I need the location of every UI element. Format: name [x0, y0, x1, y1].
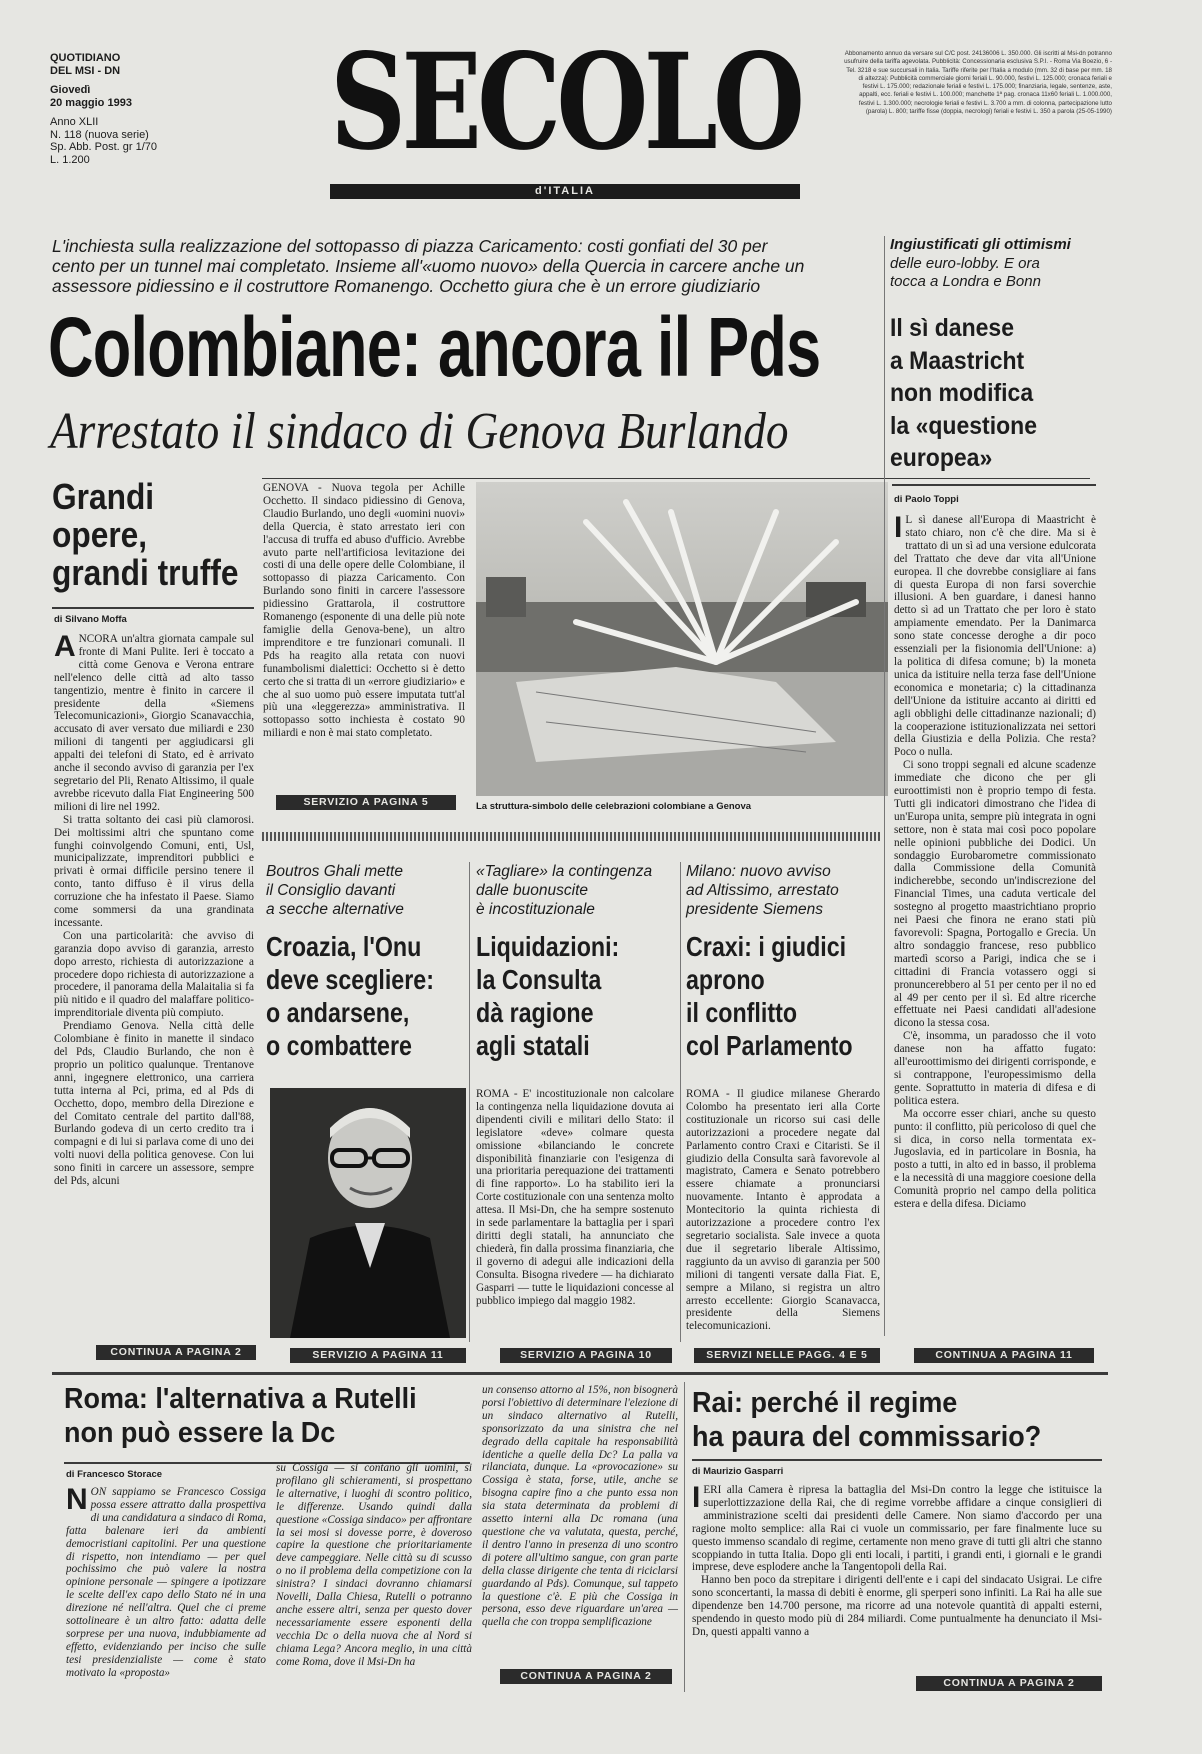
newspaper-subtitle: d'ITALIA	[535, 185, 595, 197]
editorial-rule	[52, 607, 254, 609]
editorial-byline: di Silvano Moffa	[54, 614, 127, 625]
europe-dropcap: I	[894, 514, 903, 544]
europe-continua-link[interactable]: CONTINUA A PAGINA 11	[914, 1348, 1094, 1363]
editorial-headline-line-3: grandi truffe	[52, 552, 239, 593]
liquidazioni-kicker-line-1: «Tagliare» la contingenza	[476, 863, 653, 880]
genova-photo-illustration	[476, 482, 888, 796]
croazia-headline	[266, 930, 434, 1062]
europe-lead: L sì danese all'Europa di Maastricht è stato chiaro, non c'è che dire. Ma si è trattato di un sì ad una versione edulcorata del Trattato che deve dar vita all'Unione europea. Il che dovrebbe consigliare ai fans di questa Europa di non farsi soverchie illusioni. A ben guardare, i danesi hanno detto sì ad un Trattato che per loro è stato ampiamente emendato. Per la Danimarca sono state concesse deroghe a dir poco essenziali per la fisionomia dell'Unione: a) la politica di difesa comune; b) la moneta unica da istituire nella terza fase dell'Unione economica e monetaria; c) la cittadinanza dell'Unione da istituire accanto ai diritti ed agli obblighi delle cittadinanze nazionali; d) la cooperazione istituzionalizzata nei settori della Giustizia e della Polizia. Che resta? Poco o nulla.	[894, 514, 1096, 759]
europe-rule	[892, 484, 1096, 486]
newspaper-title: SECOLO	[330, 25, 801, 180]
genova-rule	[262, 478, 1090, 479]
europe-kicker-line-1: Ingiustificati gli ottimismi	[890, 236, 1071, 253]
liquidazioni-body: ROMA - E' incostituzionale non calcolare la contingenza nella liquidazione dovuta ai dipendenti civili e militari dello Stato: il legislatore «deve» colmare questa omissione «bilanciando le concrete disponibilità finanziarie con l'esigenza di una prioritaria perequazione dei trattamenti di fine rapporto». Lo ha stabilito ieri la Corte costituzionale con una sentenza molto attesa. Il Msi-Dn, che ha sempre sostenuto in sede parlamentare la battaglia per i sparì diritti degli statali, ha annunciato che chiederà, fin dalla prossima finanziaria, che il governo di adegui alle indicazioni della Consulta. Bisogna rivedere — ha dichiarato Gasparri — tutte le liquidazioni concesse al pubblico impiego dal maggio 1982.	[476, 1088, 674, 1307]
masthead-year: Anno XLII	[50, 116, 99, 128]
masthead-date: 20 maggio 1993	[50, 96, 132, 109]
liquidazioni-headline-line-1: Liquidazioni:	[476, 931, 620, 962]
editorial-headline-line-1: Grandi	[52, 476, 155, 517]
roma-byline: di Francesco Storace	[66, 1469, 163, 1480]
croazia-kicker	[266, 862, 456, 919]
editorial-headline-line-2: opere,	[52, 514, 148, 555]
craxi-headline	[686, 930, 853, 1062]
europe-headline-line-4: la «questione	[890, 411, 1037, 440]
craxi-body: ROMA - Il giudice milanese Gherardo Colombo ha presentato ieri alla Corte costituzionale un ricorso sui casi delle autorizzazioni a procedere negate dal Parlamento contro Craxi e Citaristi. Se il giudizio della Consulta sarà favorevole al magistrato, Camera e Senato potrebbero essere chiamate a pronunciarsi nuovamente. Intanto è approdata a Montecitorio la quinta richiesta di autorizzazione a procedere contro l'ex segretario socialista. Sale invece a quota due il segretario liberale Altissimo, raggiunto da un avviso di garanzia per 500 milioni di tangenti versate dalla Fiat. E, sempre a Milano, si registra un altro arresto eccellente: Giorgio Scanavacca, presidente della Siemens telecomunicazioni.	[686, 1088, 880, 1333]
newspaper-subtitle-bar	[330, 184, 800, 199]
masthead-price: L. 1.200	[50, 153, 90, 166]
liquidazioni-headline-line-3: dà ragione	[476, 997, 594, 1028]
europe-body	[894, 514, 1096, 1340]
croazia-headline-line-1: Croazia, l'Onu	[266, 931, 422, 962]
craxi-headline-line-4: col Parlamento	[686, 1030, 853, 1061]
genova-photo-caption: La struttura-simbolo delle celebrazioni colombiane a Genova	[476, 801, 752, 812]
editorial-dropcap: A	[54, 633, 76, 663]
rai-headline-line-1: Rai: perché il regime	[692, 1387, 958, 1419]
europe-paragraph: Ma occorre esser chiari, anche su questo punto: il conflitto, più pericoloso di quel che si dica, in corso nella tormentata ex-Jugoslavia, ed in particolare in Bosnia, ha posto a tutti, in alto ed in basso, il problema e la necessità di una maggiore coesione della Comunità proprio nel campo della politica estera e della difesa. Diciamo	[894, 1107, 1096, 1211]
rai-paragraph: Hanno ben poco da strepitare i dirigenti dell'ente e i capi del sindacato Usigrai. Le cifre sono sconcertanti, la massa di debiti è enorme, gli sperperi sono infiniti. La Rai ha alle sue dipendenze ben 14.700 persone, ma ricorre ad una notevole quantità di appalti esterni, spendendo in questo modo più di 284 miliardi. Come puntualmente ha denunciato il Msi-Dn, questi appalti vanno a	[692, 1574, 1102, 1638]
editorial-lead: NCORA un'altra giornata campale sul fronte di Mani Pulite. Ieri è toccato a città come Genova e Verona entrare nell'elenco delle città ad alto tasso tangentizio, mentre è finito in carcere il presidente della «Siemens Telecomunicazioni», Giorgio Scanavacchia, accusato di aver versato due miliardi e 230 milioni di tangenti per aggiudicarsi gli appalti dei telefoni di Stato, ed è arrivato anche il secondo avviso di garanzia per l'ex segretario del Pli, Renato Altissimo, il quale avrebbe ricevuto dalla Fiat Engineering 500 milioni di lire nel 1992.	[54, 633, 254, 813]
croazia-kicker-line-1: Boutros Ghali mette	[266, 863, 403, 880]
right-column-divider	[884, 236, 885, 1336]
main-subheadline: Arrestato il sindaco di Genova Burlando	[50, 403, 789, 460]
roma-column-2: su Cossiga — si contano gli uomini, si profilano gli schieramenti, si prospettano le alternative, i luoghi di scontro politico, le differenze. Usando quindi dalla questione «Cossiga sindaco» per affrontare la sei mosi si dovesse porre, è doveroso capire la questione che prioritariamente deve campeggiare. Nelle città su di scusso o no il problema della competizione con la sinistra? I sindaci dovranno chiamarsi Novelli, Dalla Chiesa, Rutelli o potranno anche essere altri, senza per questo dover necessariamente essere esponenti della vecchia Dc o della nuova che al Nord si chiama Lega? Ancora meglio, in una città come Roma, dove il Msi-Dn ha	[276, 1462, 472, 1668]
liquidazioni-headline	[476, 930, 619, 1062]
europe-byline: di Paolo Toppi	[894, 494, 959, 505]
roma-continua-link[interactable]: CONTINUA A PAGINA 2	[500, 1669, 672, 1684]
rai-headline-line-2: ha paura del commissario?	[692, 1421, 1042, 1453]
masthead-party-line-2: DEL MSI - DN	[50, 64, 121, 77]
masthead-number: N. 118 (nuova serie)	[50, 128, 149, 141]
masthead-day: Giovedì	[50, 84, 91, 96]
bottom-section-rule	[52, 1372, 1108, 1375]
main-headline: Colombiane: ancora il Pds	[48, 300, 821, 394]
middle-divider-1	[469, 862, 470, 1342]
europe-kicker	[890, 236, 1100, 292]
portrait-illustration	[270, 1088, 466, 1338]
europe-paragraph: Ci sono troppi segnali ed alcune scadenze immediate che dicono che per gli euroottimisti non è proprio tempo di festa. Tutti gli indicatori dimostrano che l'idea di un'Europa unita, sempre più integrata in ogni settore, non è stata mai così poco popolare nelle opinioni pubbliche dei Dodici. Un sondaggio Eurobarometre commissionato dalla Commissione della Comunità indicherebbe, secondo un'indiscrezione del Financial Times, una caduta verticale del sostegno al progetto maastrichtiano proprio nei Paesi che finora ne erano stati più favorevoli: Spagna, Portogallo e Grecia. Un altro sondaggio francese, reso pubblico martedì scorso a Parigi, indica che se i cittadini di Francia votassero oggi si pronuncerebbero al 51 per cento per il no ed al 49 per cento per il sì. Ed altre ricerche effettuate nei Paesi candidati all'adesione dicono la stessa cosa.	[894, 759, 1096, 1030]
masthead-left	[50, 52, 210, 166]
europe-headline	[890, 312, 1037, 475]
editorial-headline	[52, 478, 239, 592]
craxi-servizio-link[interactable]: SERVIZI NELLE PAGG. 4 E 5	[694, 1348, 880, 1363]
editorial-paragraph: Con una particolarità: che avviso di garanzia dopo avviso di garanzia, arresto dopo arresto, richiesta di autorizzazione a procedere dopo richiesta di autorizzazione a procedere, il panorama della Malaitalia si fa più nitido e il quadro del malaffare politico-imprenditoriale diventa più compiuto.	[54, 929, 254, 1020]
liquidazioni-headline-line-2: la Consulta	[476, 964, 602, 995]
rai-rule	[692, 1459, 1102, 1461]
liquidazioni-headline-line-4: agli statali	[476, 1030, 590, 1061]
europe-headline-line-3: non modifica	[890, 379, 1034, 407]
masthead-party-line-1: QUOTIDIANO	[50, 52, 121, 64]
roma-headline-line-1: Roma: l'alternativa a Rutelli	[64, 1383, 417, 1415]
middle-row-rule	[262, 832, 882, 841]
masthead-subscription-info: Abbonamento annuo da versare sul C/C post. 24136006 L. 350.000. Gli iscritti al Msi-dn potranno usufruire della tariffa agevolata. Pubblicità: Concessionaria esclusiva S.P.I. - Roma Via Boezio, 6 - Tel. 3218 e sue succursali in Italia. Tariffe riferite per l'Italia a modulo (mm. 32 di base per mm. 18 di altezza): Pubblicità commerciale giorni feriali L. 90.000, festivi L. 125.000; cronaca feriali e festivi L. 175.000; redazionale feriali e festivi L. 175.000; finanziaria, legale, sentenze, aste, appalti, ecc. feriali e festivi L. 100.000; manchette 1ª pag. cronaca 11x60 feriali L. 1.000.000, festivi L. 1.300.000; necrologie feriali e festivi L. 3.700 a mm. di colonna, partecipazione lutto (parola) L. 800; tariffe fisse (doppia, necrologi) feriali e festivi L. 350 a parola (25-05-1990)	[844, 50, 1112, 116]
genova-photo	[476, 482, 888, 796]
middle-divider-2	[680, 862, 681, 1342]
craxi-headline-line-2: aprono	[686, 964, 765, 995]
editorial-continua-link[interactable]: CONTINUA A PAGINA 2	[96, 1345, 256, 1360]
europe-headline-line-1: Il sì danese	[890, 314, 1015, 342]
europe-kicker-line-3: tocca a Londra e Bonn	[890, 273, 1041, 290]
bottom-divider	[684, 1382, 685, 1692]
craxi-headline-line-1: Craxi: i giudici	[686, 931, 847, 962]
croazia-headline-line-4: o combattere	[266, 1030, 412, 1061]
genova-servizio-link[interactable]: SERVIZIO A PAGINA 5	[276, 795, 456, 810]
croazia-headline-line-3: o andarsene,	[266, 997, 410, 1028]
masthead-postage: Sp. Abb. Post. gr 1/70	[50, 141, 158, 153]
roma-column-1	[66, 1486, 266, 1726]
roma-dropcap: N	[66, 1486, 88, 1516]
europe-paragraph: C'è, insomma, un paradosso che il voto danese non ha affatto fugato: all'euroottimismo dei dirigenti corrisponde, e si contrappone, l'europessimismo della gente. Soprattutto in materia di difesa e di politica estera.	[894, 1030, 1096, 1107]
roma-headline	[64, 1382, 417, 1450]
craxi-kicker-line-2: ad Altissimo, arrestato	[686, 882, 839, 899]
europe-headline-line-5: europea»	[890, 444, 993, 472]
roma-headline-line-2: non può essere la Dc	[64, 1417, 336, 1449]
rai-dropcap: I	[692, 1484, 701, 1514]
craxi-kicker-line-1: Milano: nuovo avviso	[686, 863, 831, 880]
liquidazioni-servizio-link[interactable]: SERVIZIO A PAGINA 10	[500, 1348, 672, 1363]
genova-story-body: GENOVA - Nuova tegola per Achille Occhetto. Il sindaco pidiessino di Genova, Claudio Burlando, uno degli «uomini nuovi» della Quercia, è stato arrestato ieri con l'accusa di truffa ed abuso d'ufficio. Avrebbe avuto parte nell'artificiosa levitazione dei costi di una delle opere delle Colombiane, il sottopasso di piazza Caricamento. Con Burlando sono finiti in carcere l'assessore pidiessino Grattarola, il costruttore Romanengo (esponente di una delle più note famiglie della Genova-bene), un altro imprenditore e tre funzionari comunali. Il Pds ha reagito alla retata con nuovi funambolismi dialettici: Occhetto si è detto certo che si tratta di un «errore giudiziario» e che al suo uomo può essere imputata tutt'al più una «leggerezza» amministrativa. Il sottopasso sotto inchiesta è costato 90 miliardi e non è mai stato completato.	[263, 482, 465, 740]
editorial-paragraph: Prendiamo Genova. Nella città delle Colombiane è finito in manette il sindaco del Pds, Claudio Burlando, che non è proprio un politico qualunque. Trentanove anni, ingegnere elettronico, una carriera tutta interna al Pci, prima, ed al Pds di Occhetto, dopo, membro della Direzione e del Comitato centrale del partito dall'88, Burlando godeva di un certo credito tra i compagni e di lui si parlava come di uno dei volti nuovi della politica genovese. Con lui sono finiti in carcere un assessore, sempre del Pds, alcuni	[54, 1020, 254, 1188]
craxi-kicker	[686, 862, 882, 919]
craxi-headline-line-3: il conflitto	[686, 997, 798, 1028]
boutros-ghali-photo	[270, 1088, 466, 1338]
roma-column-3: un consenso attorno al 15%, non bisognerà porsi l'obiettivo di determinare l'elezione di un sindaco alternativo al Rutelli, sponsorizzato da una sinistra che nel degrado della capitale ha responsabilità identiche a quelle della Dc? La palla va rilanciata, dunque. La «provocazione» su Cossiga è stata, forse, utile, anche se bisogna capire fino a che punto essa non sia stata determinata da problemi di assetto interni alla Dc romana (una questione che va valutata, questa, perché, il dentro l'anno in presenza di uno scontro di potere all'ultimo sangue, con gran parte della classe dirigente che tenta di riciclarsi guardando al Pds). Comunque, sul tappeto la questione c'è. E più che Cossiga in persona, esso deve riguardare un'area — quella che con troppa semplificazione	[482, 1384, 678, 1629]
liquidazioni-kicker-line-2: dalle buonuscite	[476, 882, 589, 899]
craxi-kicker-line-3: presidente Siemens	[686, 901, 823, 918]
europe-kicker-line-2: delle euro-lobby. E ora	[890, 254, 1040, 272]
editorial-body	[54, 633, 254, 1325]
liquidazioni-kicker-line-3: è incostituzionale	[476, 901, 595, 918]
roma-col1-text: ON sappiamo se Francesco Cossiga possa essere attratto dalla prospettiva di una candidatura a sindaco di Roma, fatta balenare ieri da ambienti democristiani capitolini. Per una questione di rispetto, non intendiamo — per quel pochissimo che può valere la nostra opinione personale — spingere a ipotizzare le scelte dell'ex capo dello Stato né in una direzione né nell'altra. Quel che ci preme sottolineare è un altro fatto: adatta delle sorprese per una nuova, indubbiamente ad effetto, evidenziando per inciso che sulle tesi presidenzialiste — come è stato motivato la «proposta»	[66, 1486, 266, 1679]
croazia-servizio-link[interactable]: SERVIZIO A PAGINA 11	[290, 1348, 466, 1363]
croazia-kicker-line-2: il Consiglio davanti	[266, 882, 396, 899]
rai-lead: ERI alla Camera è ripresa la battaglia del Msi-Dn contro la legge che istituisce la superlottizzazione della Rai, che di regime vorrebbe affidare a cinque consiglieri di amministrazione scelti dai presidenti delle Camere. Non siamo d'accordo per una ragione molto semplice: alla Rai ci vuole un commissario, per fare finalmente luce su questo immenso scandalo di regime, certamente non meno grave di tutti gli altri che stanno scoppiando in tutta Italia. Dopo gli enti locali, i partiti, i grandi enti, i giornali e le grandi imprese, deve esplodere anche la Tangentopoli della Rai.	[692, 1484, 1102, 1574]
rai-byline: di Maurizio Gasparri	[692, 1466, 784, 1477]
editorial-paragraph: Si tratta soltanto dei casi più clamorosi. Dei moltissimi altri che spuntano come funghi coinvolgendo Comuni, enti, Usl, municipalizzate, imprenditori pubblici e privati è ormai difficile persino tenere il conto, tanto diffuso è il virus della corruzione che ha infestato il Paese. Siamo come sommersi da una grandinata incessante.	[54, 813, 254, 929]
main-story-kicker: L'inchiesta sulla realizzazione del sottopasso di piazza Caricamento: costi gonfiati del 30 per cento per un tunnel mai completato. Insieme all'«uomo nuovo» della Quercia in carcere anche un assessore pidiessino e il costruttore Romanengo. Occhetto giura che è un errore giudiziario	[52, 236, 805, 296]
europe-headline-line-2: a Maastricht	[890, 346, 1025, 375]
rai-headline	[692, 1386, 1041, 1454]
rai-body	[692, 1484, 1102, 1676]
croazia-headline-line-2: deve scegliere:	[266, 964, 434, 995]
rai-continua-link[interactable]: CONTINUA A PAGINA 2	[916, 1676, 1102, 1691]
liquidazioni-kicker	[476, 862, 676, 919]
croazia-kicker-line-3: a secche alternative	[266, 901, 404, 918]
